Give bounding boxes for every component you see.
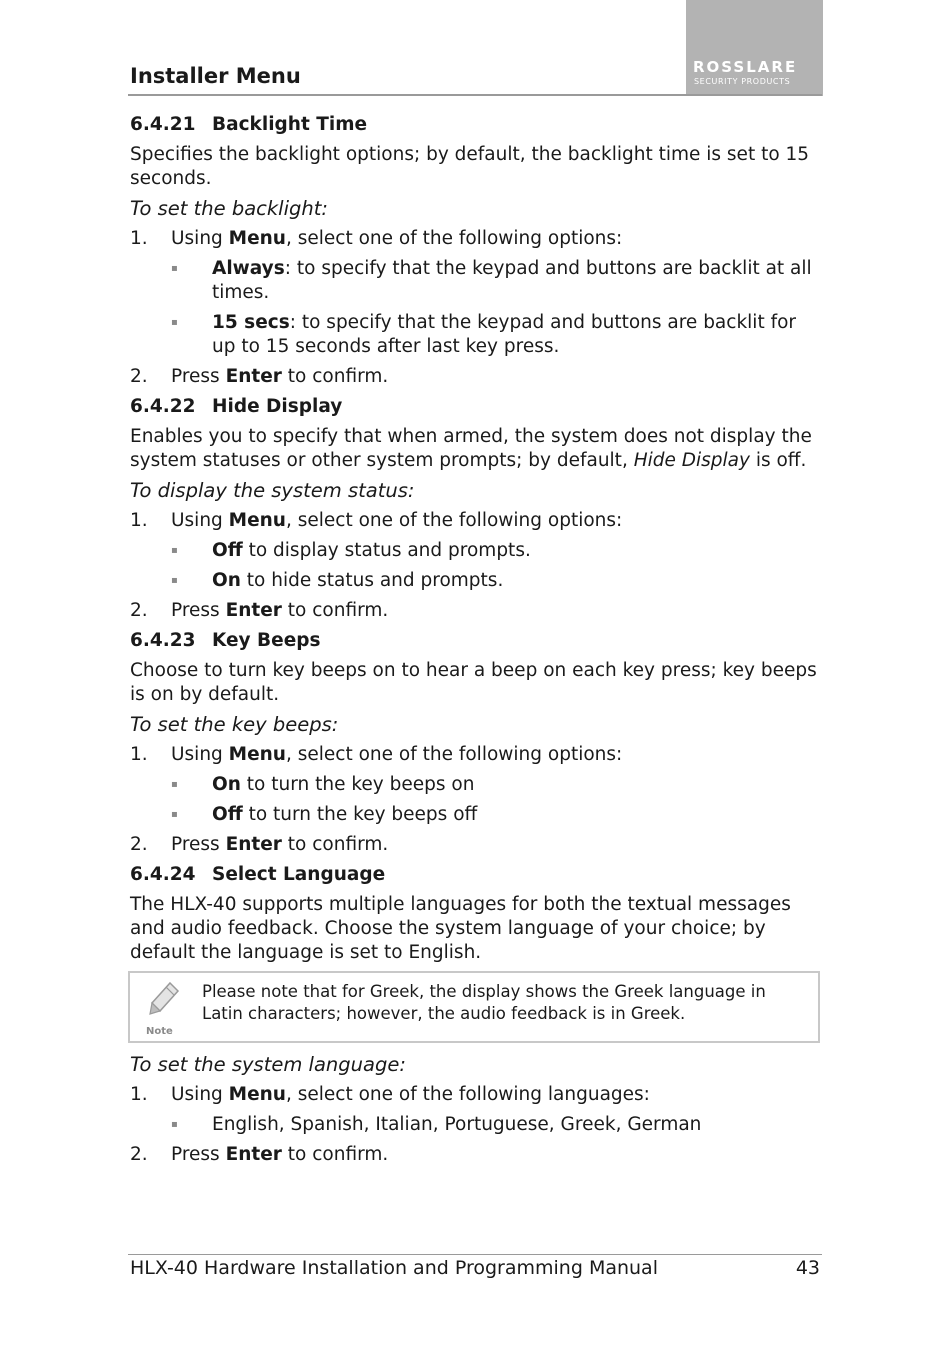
footer-manual-title: HLX-40 Hardware Installation and Programming Manual (130, 1257, 658, 1279)
logo-wordmark: ROSSLARE (693, 58, 798, 76)
bullet-item: ▪ On to hide status and prompts. (171, 570, 504, 591)
section-number: 6.4.23 (130, 630, 196, 651)
step-1: 1. Using Menu, select one of the following options: (130, 228, 623, 249)
procedure-title: To set the system language: (130, 1053, 406, 1076)
pencil-note-icon (140, 981, 202, 1035)
note-text: Please note that for Greek, the display shows the Greek language in Latin characters; however, the audio feedback is in Greek. (202, 982, 766, 1023)
header-divider (128, 94, 822, 96)
step-1: 1. Using Menu, select one of the following options: (130, 510, 623, 531)
bullet-square-icon: ▪ (171, 263, 178, 274)
page-number: 43 (795, 1257, 820, 1279)
section-number: 6.4.22 (130, 396, 196, 417)
section-title: Key Beeps (212, 630, 321, 651)
bullet-item: ▪ Always: to specify that the keypad and buttons are backlit at all times. (171, 258, 812, 303)
step-2: 2. Press Enter to confirm. (130, 600, 389, 621)
procedure-title: To set the key beeps: (130, 713, 339, 736)
step-2: 2. Press Enter to confirm. (130, 366, 389, 387)
bullet-square-icon: ▪ (171, 809, 178, 820)
bullet-item: ▪ On to turn the key beeps on (171, 774, 475, 795)
section-intro: Enables you to specify that when armed, the system does not display the system statuses or other system prompts; by default, Hide Display is off. (130, 426, 812, 471)
page-content (130, 113, 820, 1173)
bullet-square-icon: ▪ (171, 575, 178, 586)
section-title: Hide Display (212, 396, 343, 417)
section-number: 6.4.21 (130, 114, 196, 135)
bullet-item: ▪ 15 secs: to specify that the keypad and buttons are backlit for up to 15 seconds after last key press. (171, 312, 797, 357)
note-label: Note (146, 1026, 173, 1037)
section-title: Select Language (212, 864, 386, 885)
bullet-square-icon: ▪ (171, 1119, 178, 1130)
section-intro: Specifies the backlight options; by default, the backlight time is set to 15 seconds. (130, 144, 810, 189)
step-2: 2. Press Enter to confirm. (130, 834, 389, 855)
bullet-square-icon: ▪ (171, 317, 178, 328)
procedure-title: To display the system status: (130, 479, 415, 502)
bullet-square-icon: ▪ (171, 779, 178, 790)
section-number: 6.4.24 (130, 864, 196, 885)
section-intro: Choose to turn key beeps on to hear a beep on each key press; key beeps is on by default. (130, 660, 817, 705)
bullet-square-icon: ▪ (171, 545, 178, 556)
bullet-item: ▪ English, Spanish, Italian, Portuguese, Greek, German (171, 1114, 702, 1135)
procedure-title: To set the backlight: (130, 197, 328, 220)
step-1: 1. Using Menu, select one of the following languages: (130, 1084, 650, 1105)
logo-tagline: SECURITY PRODUCTS (694, 77, 791, 86)
section-title: Backlight Time (212, 114, 368, 135)
section-heading-key-beeps (130, 629, 820, 653)
step-2: 2. Press Enter to confirm. (130, 1144, 389, 1165)
section-heading-select-language (130, 863, 820, 887)
step-1: 1. Using Menu, select one of the following options: (130, 744, 623, 765)
bullet-item: ▪ Off to turn the key beeps off (171, 804, 478, 825)
section-heading-hide-display (130, 395, 820, 419)
note-box (128, 971, 820, 1043)
page-header-title: Installer Menu (130, 64, 301, 88)
section-intro: The HLX-40 supports multiple languages for both the textual messages and audio feedback. Choose the system language of your choice; by default the language is set to English. (130, 894, 791, 963)
footer-divider (128, 1254, 822, 1255)
bullet-item: ▪ Off to display status and prompts. (171, 540, 531, 561)
section-heading-backlight (130, 113, 820, 137)
